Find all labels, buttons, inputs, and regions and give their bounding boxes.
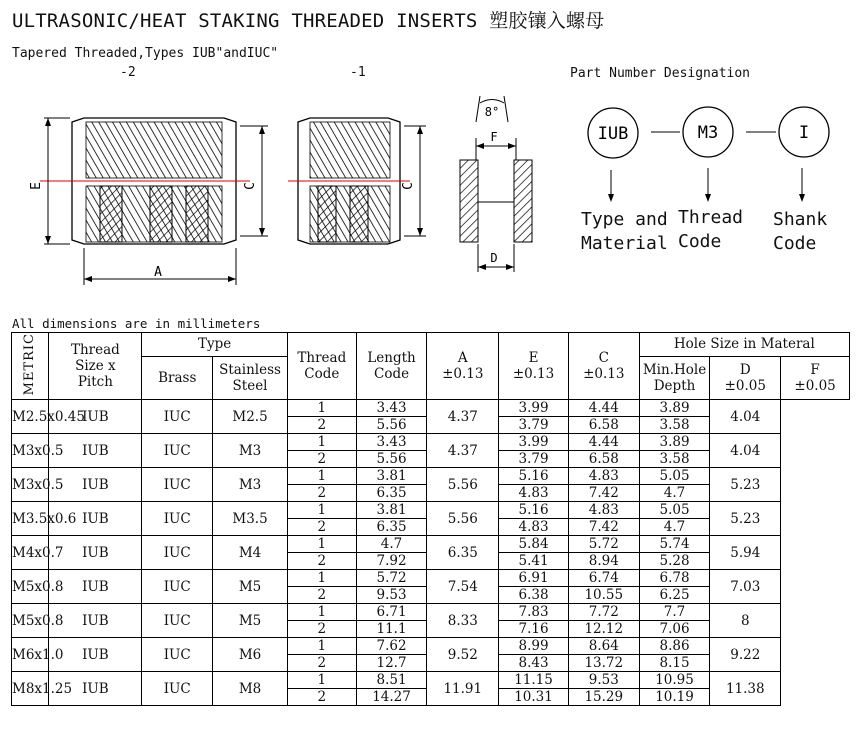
table-cell: 14.27 — [356, 689, 427, 706]
table-cell: IUB — [49, 638, 142, 672]
table-cell: M3 — [213, 434, 288, 468]
table-cell: 5.05 — [639, 468, 710, 485]
table-cell: 11.15 — [499, 672, 569, 689]
table-cell: 5.72 — [356, 570, 427, 587]
table-cell: M2.5 — [213, 400, 288, 434]
table-cell: 7.83 — [499, 604, 569, 621]
table-cell: 5.56 — [356, 417, 427, 434]
table-cell: 9.52 — [427, 638, 499, 672]
table-cell: 3.81 — [356, 502, 427, 519]
table-cell: 5.05 — [639, 502, 710, 519]
table-row — [12, 604, 850, 621]
table-cell: 10.31 — [499, 689, 569, 706]
table-cell: IUC — [142, 604, 213, 638]
header-min-hole: Min.Hole Depth — [639, 356, 710, 399]
table-cell: IUB — [49, 434, 142, 468]
header-length-code: Length Code — [356, 333, 427, 400]
table-cell: 9.53 — [568, 672, 639, 689]
table-cell: 4.37 — [427, 400, 499, 434]
table-cell: 1 — [287, 502, 356, 519]
table-cell: 5.94 — [710, 536, 781, 570]
code-shank-circle: I — [798, 123, 810, 143]
table-cell: M3.5x0.6 — [12, 502, 49, 536]
table-cell: 7.06 — [639, 621, 710, 638]
desc-shank-code: Shank Code — [773, 209, 828, 254]
table-cell: 7.03 — [710, 570, 781, 604]
table-cell: IUB — [49, 502, 142, 536]
table-cell: 5.16 — [499, 502, 569, 519]
table-cell: 4.7 — [639, 519, 710, 536]
table-cell: 5.28 — [639, 553, 710, 570]
table-cell: 2 — [287, 553, 356, 570]
table-cell: 5.56 — [427, 468, 499, 502]
table-cell: 3.58 — [639, 417, 710, 434]
table-cell: 3.43 — [356, 434, 427, 451]
dimensions-table-body — [12, 400, 850, 706]
code-thread-circle: M3 — [697, 123, 719, 143]
table-cell: 2 — [287, 655, 356, 672]
dimensions-table — [11, 332, 850, 706]
table-cell: M3 — [213, 468, 288, 502]
units-note: All dimensions are in millimeters — [12, 316, 261, 331]
header-brass: Brass — [142, 356, 213, 399]
page-title: ULTRASONIC/HEAT STAKING THREADED INSERTS 塑胶镶入螺母 — [12, 10, 605, 32]
table-cell: 3.99 — [499, 400, 569, 417]
dim-c-label-short: C — [401, 182, 416, 190]
table-cell: 7.54 — [427, 570, 499, 604]
table-cell: 6.78 — [639, 570, 710, 587]
table-cell: 4.83 — [499, 485, 569, 502]
table-cell: 11.1 — [356, 621, 427, 638]
table-cell: 2 — [287, 587, 356, 604]
table-row — [12, 400, 850, 417]
table-cell: IUB — [49, 400, 142, 434]
header-d: D ±0.05 — [710, 356, 781, 399]
table-cell: 3.58 — [639, 451, 710, 468]
dim-d-label: D — [490, 251, 498, 265]
metric-label-cell: METRIC — [12, 333, 49, 400]
table-row — [12, 672, 850, 689]
table-cell: 6.58 — [568, 417, 639, 434]
header-type: Type — [142, 333, 288, 357]
table-cell: 11.38 — [710, 672, 781, 706]
table-cell: 8.94 — [568, 553, 639, 570]
table-cell: 8.86 — [639, 638, 710, 655]
table-cell: 8.33 — [427, 604, 499, 638]
dim-c-label: C — [243, 182, 258, 190]
table-cell: 6.58 — [568, 451, 639, 468]
table-cell: 3.43 — [356, 400, 427, 417]
table-cell: 12.12 — [568, 621, 639, 638]
dim-f-label: F — [490, 130, 498, 144]
table-cell: 1 — [287, 570, 356, 587]
table-cell: 4.04 — [710, 434, 781, 468]
table-cell: 7.92 — [356, 553, 427, 570]
table-cell: M6x1.0 — [12, 638, 49, 672]
table-cell: 1 — [287, 468, 356, 485]
dim-a-label: A — [154, 265, 162, 280]
table-cell: 8.15 — [639, 655, 710, 672]
table-cell: 5.72 — [568, 536, 639, 553]
table-cell: 7.72 — [568, 604, 639, 621]
header-f: F ±0.05 — [781, 356, 850, 399]
table-cell: 1 — [287, 638, 356, 655]
table-cell: IUC — [142, 570, 213, 604]
table-cell: 1 — [287, 434, 356, 451]
label-type-1: -1 — [350, 65, 366, 80]
table-cell: 3.89 — [639, 400, 710, 417]
table-cell: M5 — [213, 570, 288, 604]
table-row — [12, 502, 850, 519]
table-cell: 4.04 — [710, 400, 781, 434]
table-cell: 8 — [710, 604, 781, 638]
table-cell: 7.42 — [568, 519, 639, 536]
table-cell: 5.23 — [710, 468, 781, 502]
table-cell: IUC — [142, 434, 213, 468]
table-cell: 5.74 — [639, 536, 710, 553]
header-e: E ±0.13 — [499, 333, 569, 400]
table-cell: IUB — [49, 604, 142, 638]
table-cell: 10.19 — [639, 689, 710, 706]
table-cell: 11.91 — [427, 672, 499, 706]
table-cell: 4.83 — [568, 468, 639, 485]
table-cell: 4.44 — [568, 434, 639, 451]
table-cell: IUC — [142, 400, 213, 434]
table-row — [12, 468, 850, 485]
table-row — [12, 434, 850, 451]
table-cell: 4.7 — [356, 536, 427, 553]
table-cell: IUB — [49, 570, 142, 604]
table-cell: M5x0.8 — [12, 604, 49, 638]
angle-label: 8° — [484, 105, 500, 119]
table-cell: 6.25 — [639, 587, 710, 604]
table-cell: IUC — [142, 468, 213, 502]
table-cell: M6 — [213, 638, 288, 672]
table-cell: 7.42 — [568, 485, 639, 502]
table-cell: 8.51 — [356, 672, 427, 689]
table-cell: 7.7 — [639, 604, 710, 621]
desc-type-material: Type and Material — [581, 209, 668, 254]
table-cell: 8.99 — [499, 638, 569, 655]
table-cell: M5x0.8 — [12, 570, 49, 604]
table-cell: M3.5 — [213, 502, 288, 536]
table-cell: 10.95 — [639, 672, 710, 689]
insert-drawing-short — [288, 118, 426, 244]
table-cell: 4.83 — [499, 519, 569, 536]
table-cell: 6.71 — [356, 604, 427, 621]
table-cell: 6.74 — [568, 570, 639, 587]
header-c: C ±0.13 — [568, 333, 639, 400]
header-a: A ±0.13 — [427, 333, 499, 400]
header-stainless: Stainless Steel — [213, 356, 288, 399]
table-cell: 4.83 — [568, 502, 639, 519]
table-cell: 5.23 — [710, 502, 781, 536]
table-cell: M2.5x0.45 — [12, 400, 49, 434]
table-cell: 1 — [287, 400, 356, 417]
table-cell: M4 — [213, 536, 288, 570]
table-cell: 2 — [287, 451, 356, 468]
table-cell: 6.35 — [356, 519, 427, 536]
table-cell: M3x0.5 — [12, 434, 49, 468]
table-cell: 2 — [287, 621, 356, 638]
table-cell: 5.16 — [499, 468, 569, 485]
header-thread-size: Thread Size x Pitch — [49, 333, 142, 400]
table-cell: 5.56 — [427, 502, 499, 536]
table-cell: IUB — [49, 672, 142, 706]
table-row — [12, 638, 850, 655]
table-cell: 2 — [287, 519, 356, 536]
table-cell: 13.72 — [568, 655, 639, 672]
table-cell: IUC — [142, 638, 213, 672]
table-cell: 4.7 — [639, 485, 710, 502]
table-cell: M5 — [213, 604, 288, 638]
table-cell: 9.53 — [356, 587, 427, 604]
header-hole-size: Hole Size in Materal — [639, 333, 849, 357]
table-cell: 3.79 — [499, 417, 569, 434]
table-cell: M8x1.25 — [12, 672, 49, 706]
part-number-designation — [588, 107, 829, 202]
insert-drawing-long — [29, 118, 268, 285]
table-cell: 4.44 — [568, 400, 639, 417]
table-cell: IUB — [49, 536, 142, 570]
part-number-designation-title: Part Number Designation — [570, 66, 751, 81]
code-type-circle: IUB — [597, 124, 629, 144]
table-cell: 8.64 — [568, 638, 639, 655]
table-cell: 1 — [287, 536, 356, 553]
header-thread-code: Thread Code — [287, 333, 356, 400]
hole-section-drawing — [460, 96, 532, 272]
table-cell: 6.91 — [499, 570, 569, 587]
table-cell: 2 — [287, 689, 356, 706]
table-cell: 6.38 — [499, 587, 569, 604]
table-row — [12, 536, 850, 553]
table-cell: 5.56 — [356, 451, 427, 468]
desc-thread-code: Thread Code — [678, 207, 744, 252]
page-subtitle: Tapered Threaded,Types IUB"andIUC" — [12, 46, 279, 61]
label-type-2: -2 — [120, 65, 136, 80]
technical-drawing — [0, 0, 863, 320]
table-cell: 15.29 — [568, 689, 639, 706]
table-cell: 8.43 — [499, 655, 569, 672]
table-cell: 6.35 — [356, 485, 427, 502]
table-cell: 6.35 — [427, 536, 499, 570]
table-cell: IUC — [142, 672, 213, 706]
table-cell: 5.41 — [499, 553, 569, 570]
table-cell: IUC — [142, 536, 213, 570]
table-cell: 1 — [287, 672, 356, 689]
table-cell: IUB — [49, 468, 142, 502]
table-cell: 7.16 — [499, 621, 569, 638]
table-cell: 12.7 — [356, 655, 427, 672]
table-cell: 5.84 — [499, 536, 569, 553]
table-cell: 4.37 — [427, 434, 499, 468]
table-cell: 9.22 — [710, 638, 781, 672]
table-row — [12, 570, 850, 587]
table-cell: 2 — [287, 417, 356, 434]
dim-e-label: E — [29, 182, 44, 190]
table-cell: 3.99 — [499, 434, 569, 451]
table-cell: 1 — [287, 604, 356, 621]
table-cell: 3.89 — [639, 434, 710, 451]
table-cell: M8 — [213, 672, 288, 706]
table-cell: 10.55 — [568, 587, 639, 604]
table-cell: M3x0.5 — [12, 468, 49, 502]
table-cell: 7.62 — [356, 638, 427, 655]
table-cell: 3.79 — [499, 451, 569, 468]
table-cell: IUC — [142, 502, 213, 536]
table-cell: 3.81 — [356, 468, 427, 485]
table-cell: 2 — [287, 485, 356, 502]
table-cell: M4x0.7 — [12, 536, 49, 570]
